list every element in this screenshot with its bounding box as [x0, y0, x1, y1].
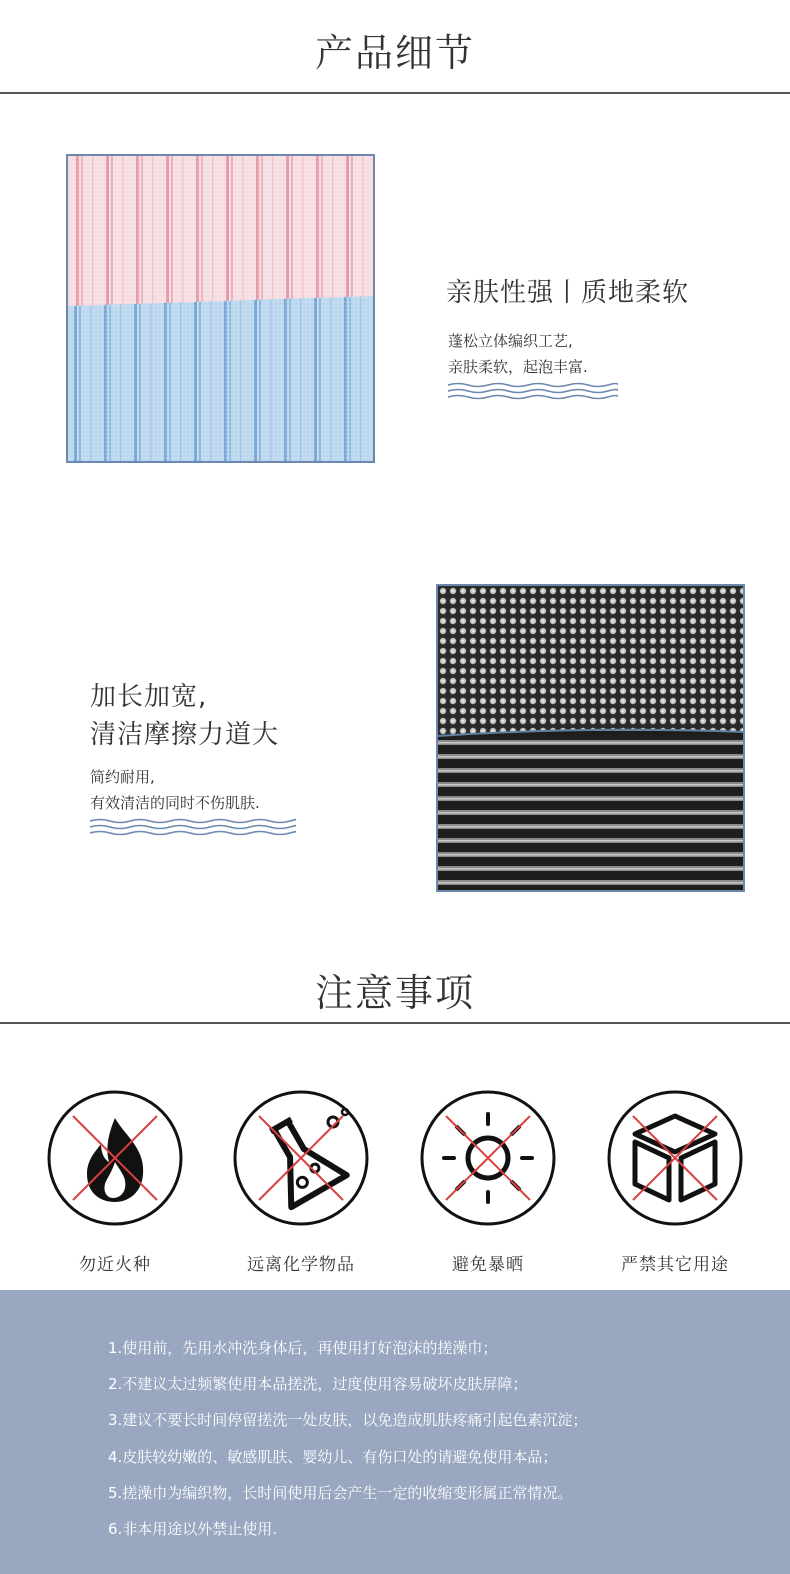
caution-item-fire — [40, 1090, 190, 1275]
caution-label: 远离化学物品 — [247, 1255, 355, 1275]
wave-decoration-icon — [90, 818, 296, 838]
feature2-desc-line: 简约耐用, — [90, 768, 155, 786]
feature2-title — [90, 678, 279, 754]
black-grey-fabric-image — [436, 584, 745, 892]
details-divider — [0, 92, 790, 94]
pink-blue-fabric-image — [66, 154, 375, 463]
feature2-desc — [90, 764, 260, 816]
cautions-title: 注意事项 — [314, 971, 475, 1015]
feature1-desc-line: 亲肤柔软，起泡丰富. — [448, 358, 588, 376]
feature2-desc-line: 有效清洁的同时不伤肌肤. — [90, 794, 260, 812]
caution-item-chemicals — [226, 1090, 376, 1275]
usage-note: 5.搓澡巾为编织物，长时间使用后会产生一定的收缩变形属正常情况。 — [108, 1483, 573, 1502]
feature1-title: 亲肤性强丨质地柔软 — [446, 278, 690, 308]
feature1-desc-line: 蓬松立体编织工艺, — [448, 332, 573, 350]
usage-note: 6.非本用途以外禁止使用. — [108, 1520, 278, 1539]
details-title: 产品细节 — [314, 31, 475, 75]
no-other-use-icon — [607, 1090, 743, 1226]
cautions-divider — [0, 1022, 790, 1024]
usage-notes-panel — [0, 1290, 790, 1574]
caution-label: 勿近火种 — [79, 1255, 151, 1275]
usage-note: 1.使用前，先用水冲洗身体后，再使用打好泡沫的搓澡巾； — [108, 1339, 498, 1357]
feature2-title-line: 清洁摩擦力道大 — [90, 720, 280, 750]
usage-note: 4.皮肤较幼嫩的、敏感肌肤、婴幼儿、有伤口处的请避免使用本品； — [108, 1447, 558, 1466]
caution-label: 避免暴晒 — [452, 1255, 524, 1275]
caution-item-sun — [413, 1090, 563, 1275]
caution-label: 严禁其它用途 — [621, 1255, 729, 1275]
wave-decoration-icon — [448, 382, 618, 402]
feature2-title-line: 加长加宽, — [90, 682, 208, 712]
feature1-desc — [448, 328, 588, 380]
no-chemicals-icon — [233, 1090, 369, 1226]
no-sun-icon — [420, 1090, 556, 1226]
caution-item-other-use — [600, 1090, 750, 1275]
usage-note: 3.建议不要长时间停留搓洗一处皮肤，以免造成肌肤疼痛引起色素沉淀； — [108, 1411, 588, 1430]
usage-note: 2.不建议太过频繁使用本品搓洗，过度使用容易破坏皮肤屏障； — [108, 1375, 528, 1394]
no-fire-icon — [47, 1090, 183, 1226]
usage-notes-list — [108, 1330, 587, 1547]
